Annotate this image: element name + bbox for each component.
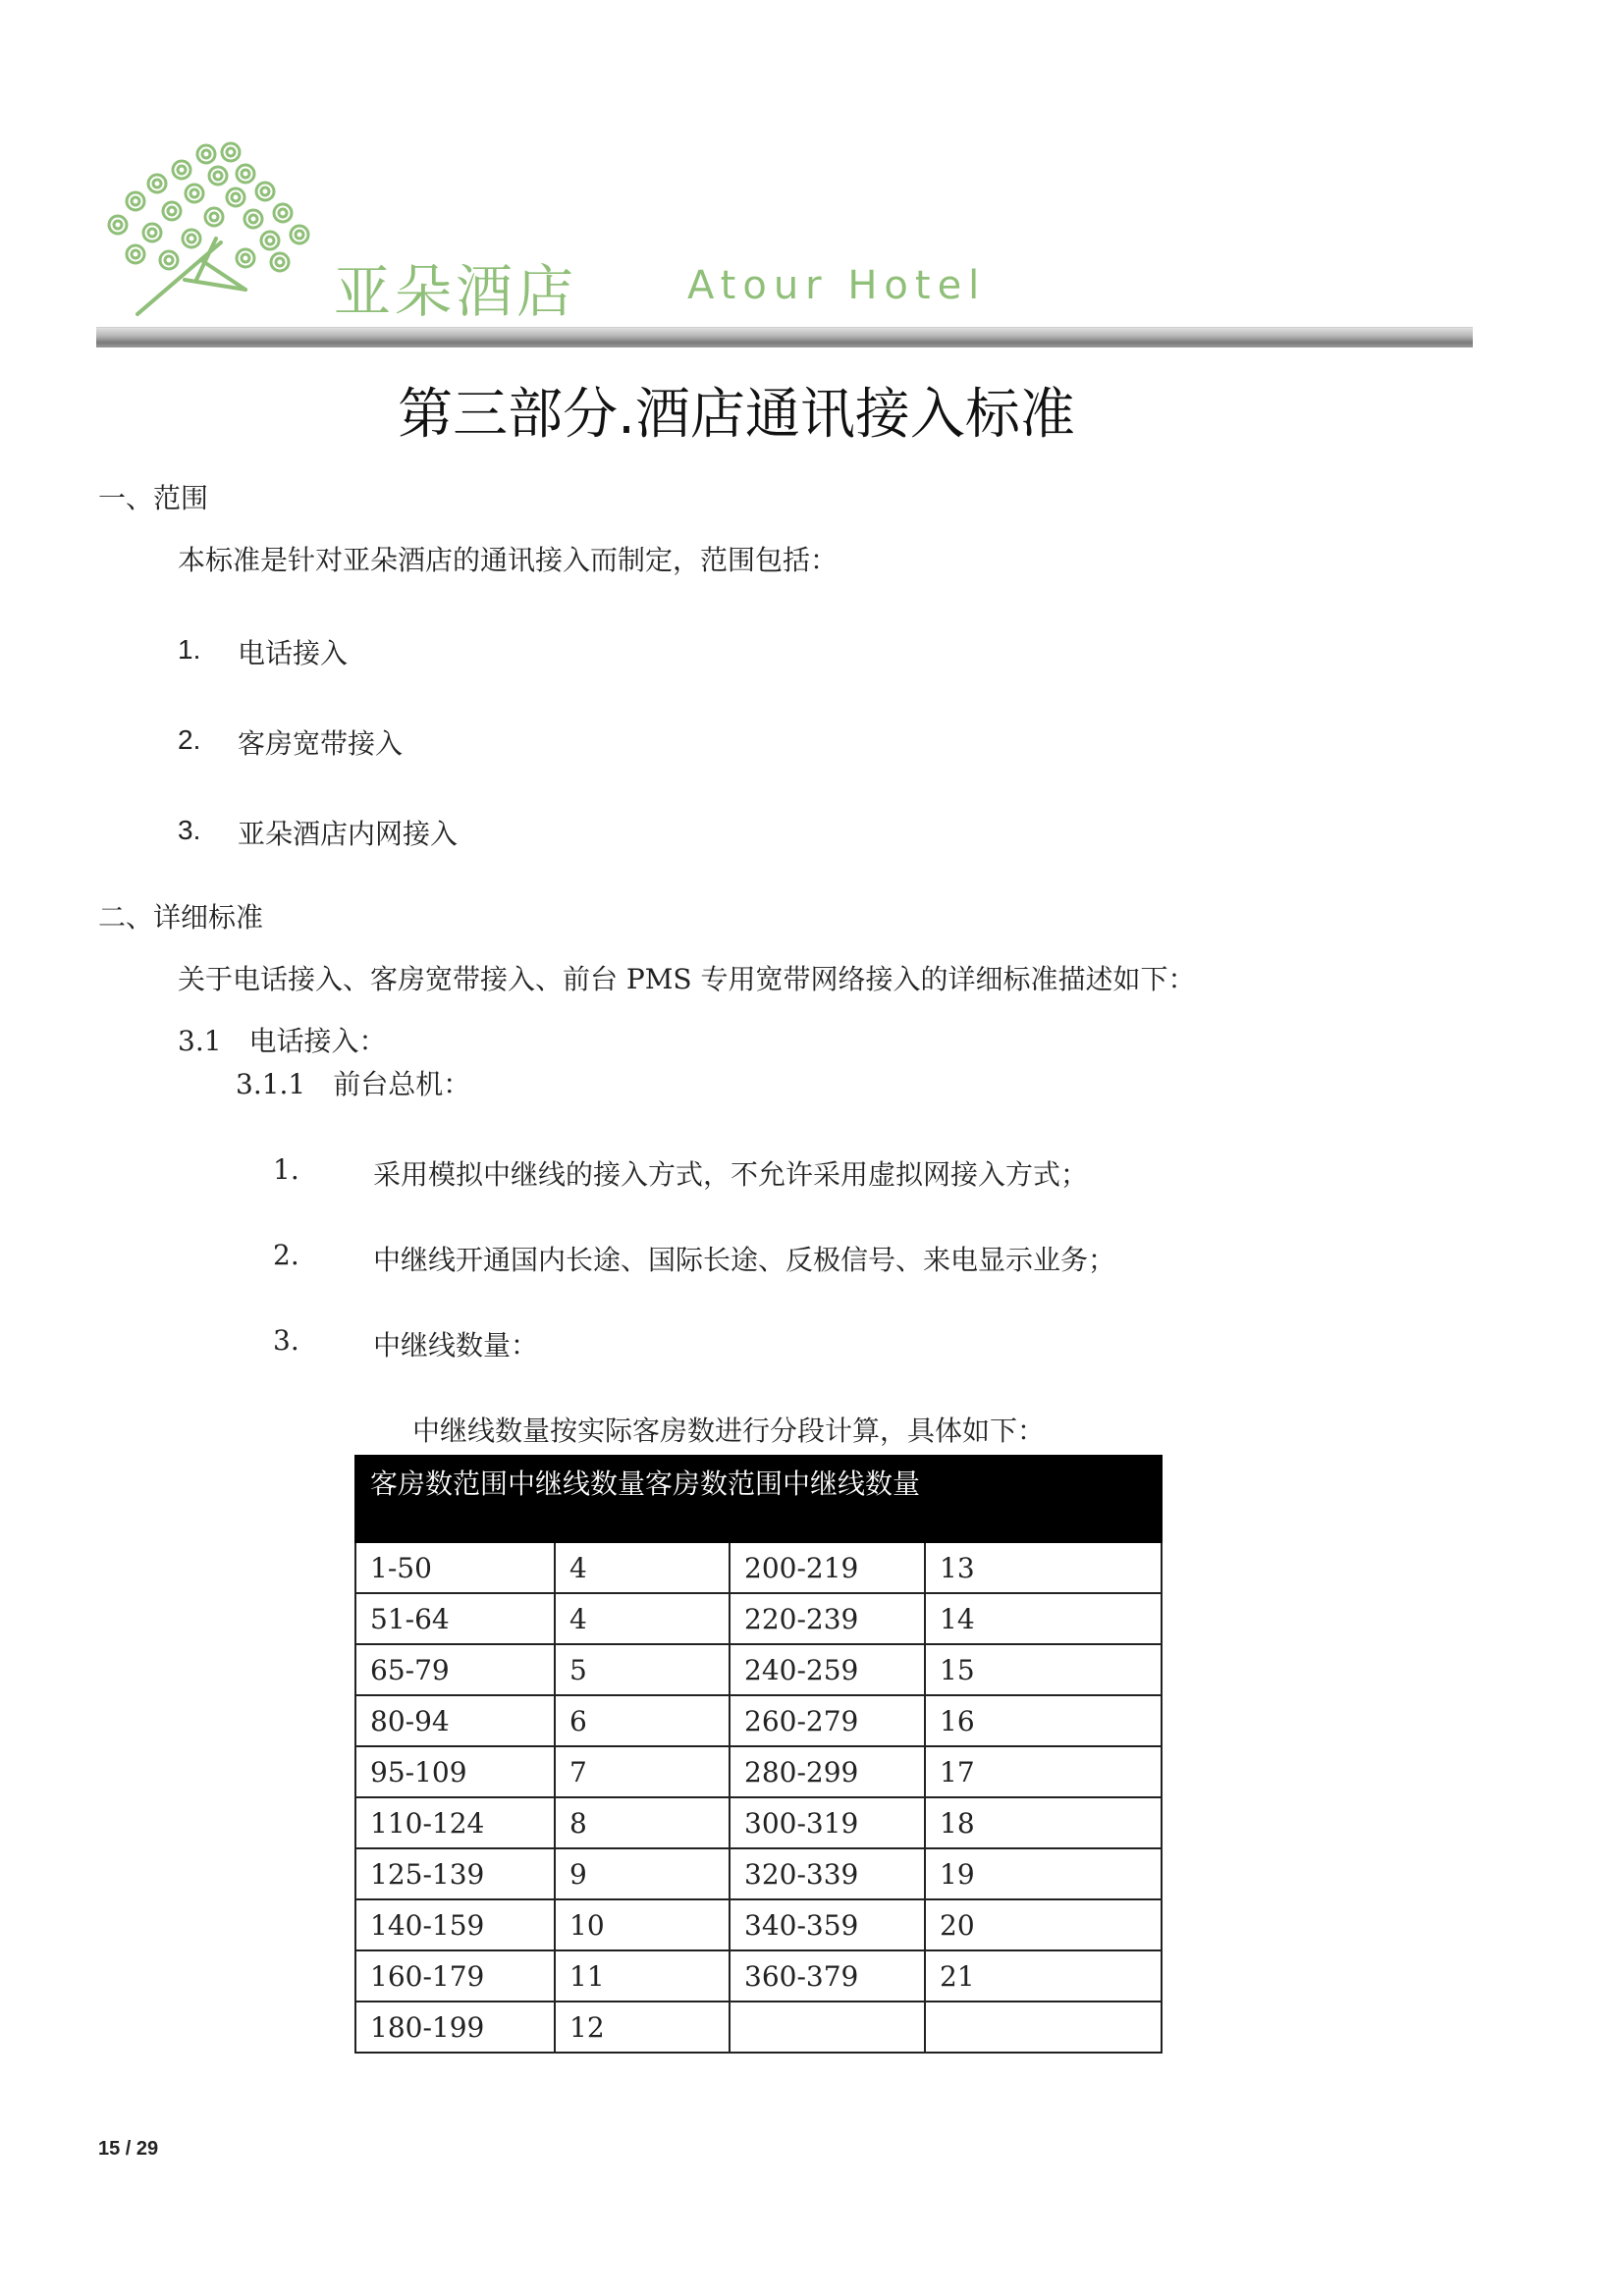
table-cell: 10	[555, 1899, 730, 1950]
table-caption: 中继线数量按实际客房数进行分段计算，具体如下：	[412, 1415, 1046, 1447]
table-row	[355, 1542, 1162, 1593]
section-intro: 关于电话接入、客房宽带接入、前台 PMS 专用宽带网络接入的详细标准描述如下：	[178, 963, 1196, 995]
table-row	[355, 1848, 1162, 1899]
table-cell	[730, 2002, 925, 2053]
table-cell: 300-319	[730, 1797, 925, 1848]
table-cell: 51-64	[355, 1593, 555, 1644]
table-cell: 4	[555, 1593, 730, 1644]
table-cell: 16	[925, 1695, 1162, 1746]
list-number: 1.	[178, 634, 201, 665]
table-cell: 280-299	[730, 1746, 925, 1797]
page-title: 第三部分.酒店通讯接入标准	[398, 383, 1075, 447]
table-cell: 340-359	[730, 1899, 925, 1950]
table-cell: 180-199	[355, 2002, 555, 2053]
table-header-cell: 客房数范围中继线数量客房数范围中继线数量	[355, 1456, 1162, 1542]
table-cell: 8	[555, 1797, 730, 1848]
table-row	[355, 1797, 1162, 1848]
table-row	[355, 1950, 1162, 2002]
list-item: 中继线开通国内长途、国际长途、反极信号、来电显示业务；	[373, 1244, 1116, 1276]
table-cell: 240-259	[730, 1644, 925, 1695]
table-cell: 160-179	[355, 1950, 555, 2002]
subsection-heading: 3.1 电话接入：	[178, 1025, 387, 1057]
table-cell: 5	[555, 1644, 730, 1695]
logo-english-wordmark: Atour Hotel	[687, 263, 987, 308]
table-row	[355, 1593, 1162, 1644]
table-cell: 14	[925, 1593, 1162, 1644]
table-cell: 7	[555, 1746, 730, 1797]
list-item: 中继线数量：	[373, 1329, 539, 1362]
table-cell: 13	[925, 1542, 1162, 1593]
section-intro: 本标准是针对亚朵酒店的通讯接入而制定，范围包括：	[178, 544, 839, 576]
section-heading-scope: 一、范围	[98, 482, 209, 514]
table-cell: 19	[925, 1848, 1162, 1899]
table-cell: 80-94	[355, 1695, 555, 1746]
table-cell: 125-139	[355, 1848, 555, 1899]
trunk-line-table	[354, 1455, 1163, 2054]
table-cell: 95-109	[355, 1746, 555, 1797]
table-row	[355, 2002, 1162, 2053]
list-number: 3.	[178, 815, 201, 845]
list-number: 3.	[273, 1324, 299, 1357]
section-heading-details: 二、详细标准	[98, 901, 264, 934]
table-cell: 260-279	[730, 1695, 925, 1746]
table-row	[355, 1899, 1162, 1950]
table-header-row	[355, 1456, 1162, 1542]
table-cell: 320-339	[730, 1848, 925, 1899]
table-cell: 65-79	[355, 1644, 555, 1695]
table-cell: 360-379	[730, 1950, 925, 2002]
header-divider	[96, 327, 1473, 347]
list-item: 客房宽带接入	[238, 727, 404, 760]
page-number: 15 / 29	[98, 2138, 159, 2160]
list-item: 采用模拟中继线的接入方式，不允许采用虚拟网接入方式；	[373, 1158, 1089, 1191]
tree-logo-icon	[98, 133, 314, 319]
table-cell: 110-124	[355, 1797, 555, 1848]
table-cell: 200-219	[730, 1542, 925, 1593]
table-cell: 9	[555, 1848, 730, 1899]
list-number: 1.	[273, 1153, 299, 1186]
list-item: 电话接入	[238, 637, 349, 669]
list-number: 2.	[273, 1239, 299, 1271]
table-cell: 21	[925, 1950, 1162, 2002]
table-cell: 6	[555, 1695, 730, 1746]
subsection-heading: 3.1.1 前台总机：	[236, 1068, 471, 1100]
table-cell: 18	[925, 1797, 1162, 1848]
table-cell: 140-159	[355, 1899, 555, 1950]
list-number: 2.	[178, 724, 201, 755]
table-row	[355, 1695, 1162, 1746]
logo-chinese-wordmark: 亚朵酒店	[334, 258, 578, 325]
table-cell	[925, 2002, 1162, 2053]
table-cell: 11	[555, 1950, 730, 2002]
table-row	[355, 1746, 1162, 1797]
table-cell: 12	[555, 2002, 730, 2053]
table-cell: 15	[925, 1644, 1162, 1695]
table-row	[355, 1644, 1162, 1695]
table-cell: 20	[925, 1899, 1162, 1950]
table-cell: 220-239	[730, 1593, 925, 1644]
table-cell: 4	[555, 1542, 730, 1593]
table-cell: 1-50	[355, 1542, 555, 1593]
table-cell: 17	[925, 1746, 1162, 1797]
list-item: 亚朵酒店内网接入	[238, 818, 459, 850]
